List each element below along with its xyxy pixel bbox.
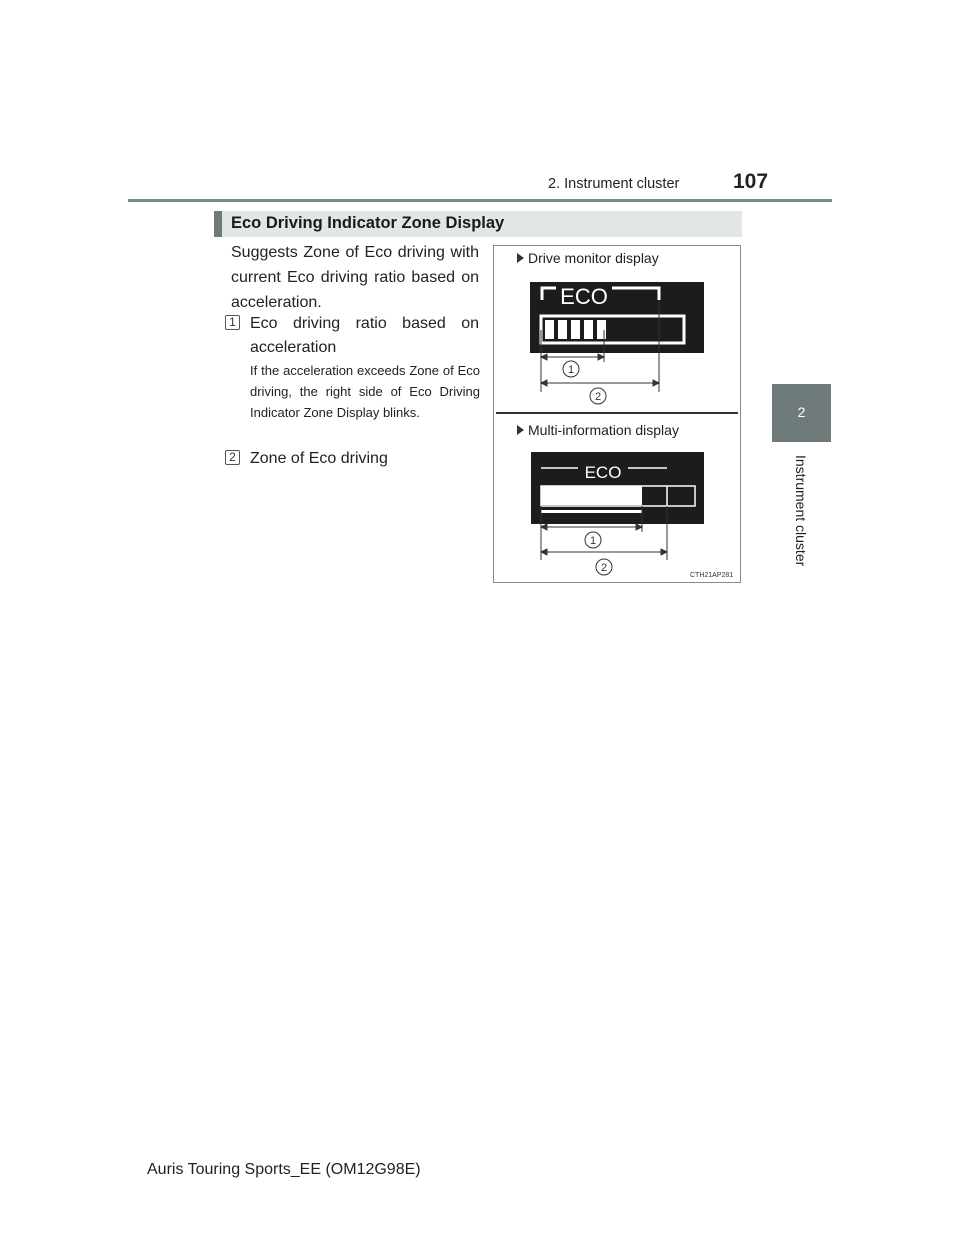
- figure-caption-drive-monitor-text: Drive monitor display: [528, 250, 659, 266]
- figure-divider: [496, 412, 738, 414]
- triangle-bullet-icon: [517, 425, 524, 435]
- chapter-tab-label: Instrument cluster: [793, 455, 809, 567]
- figure-caption-multi-info: [517, 422, 679, 438]
- intro-paragraph: Suggests Zone of Eco driving with current Eco driving ratio based on acceleration.: [231, 244, 479, 311]
- multi-info-callout-2-text: 2: [600, 562, 608, 574]
- multi-info-callout-1-text: 1: [589, 535, 597, 547]
- multi-info-callout-2: [596, 559, 612, 575]
- drive-monitor-screen: [530, 282, 704, 353]
- header-section-title: 2. Instrument cluster: [548, 176, 680, 192]
- multi-info-callout-1: [585, 532, 601, 548]
- chapter-tab-number: 2: [797, 404, 806, 420]
- drive-monitor-callout-2-text: 2: [594, 391, 602, 403]
- drive-monitor-callout-1-text: 1: [567, 364, 575, 376]
- item-marker-1: 1: [225, 315, 240, 330]
- item-1-label-line2: acceleration: [250, 339, 337, 356]
- figure-caption-multi-info-text: Multi-information display: [528, 422, 679, 438]
- page-number: 107: [733, 170, 769, 193]
- drive-monitor-eco-text: ECO: [560, 284, 608, 309]
- item-1-label-line1: Eco driving ratio based on: [250, 315, 479, 332]
- multi-info-eco-text: ECO: [584, 463, 622, 482]
- multi-info-screen: [531, 452, 704, 524]
- item-1-note: If the acceleration exceeds Zone of Eco driving, the right side of Eco Driving Indicator Zone Display blinks.: [250, 363, 480, 420]
- footer-model-code: Auris Touring Sports_EE (OM12G98E): [147, 1161, 421, 1178]
- drive-monitor-callout-2: [590, 388, 606, 404]
- figure-code: CTH21AP281: [690, 572, 734, 579]
- section-title: Eco Driving Indicator Zone Display: [231, 214, 505, 232]
- item-2-label: Zone of Eco driving: [250, 450, 388, 467]
- item-marker-2: 2: [225, 450, 240, 465]
- drive-monitor-callout-1: [563, 361, 579, 377]
